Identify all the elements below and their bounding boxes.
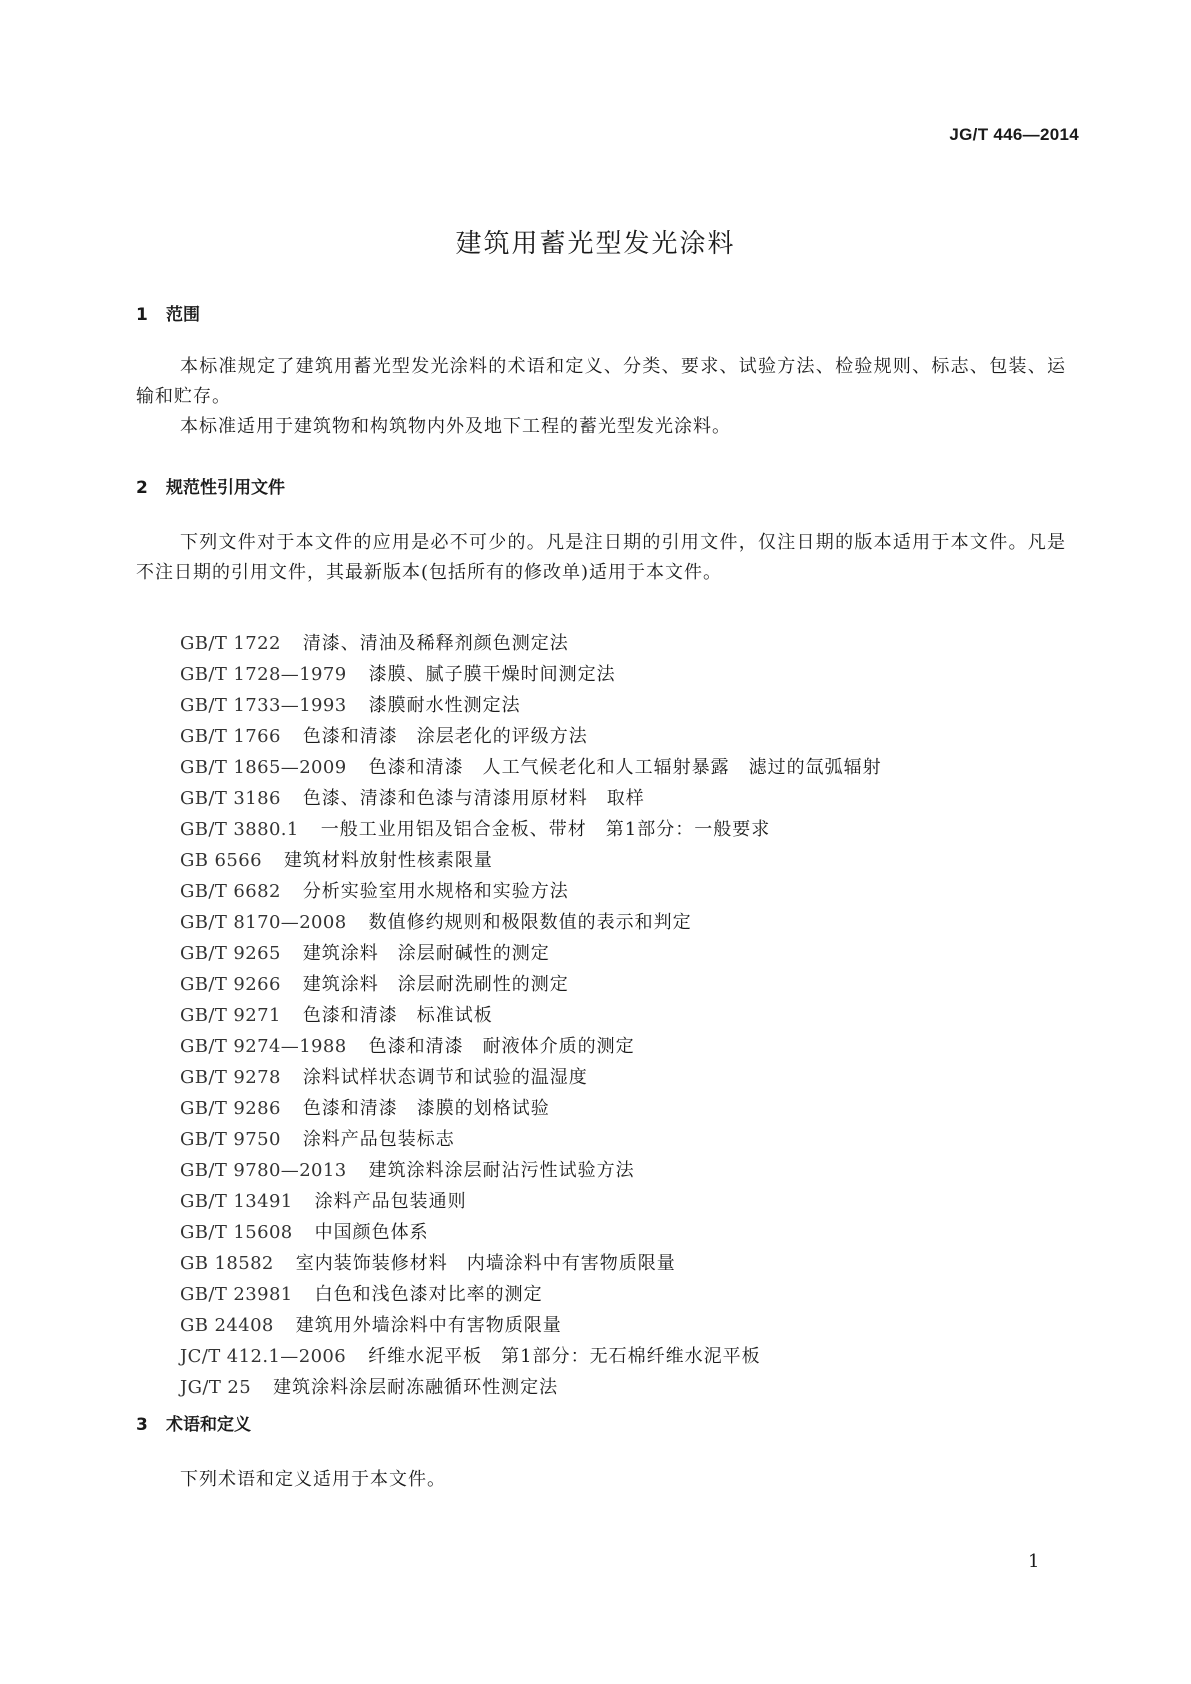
reference-item [180, 1000, 882, 1031]
reference-item [180, 969, 882, 1000]
standard-code: JG/T 446—2014 [949, 125, 1079, 144]
reference-code: GB/T 9274—1988 [180, 1036, 347, 1057]
reference-item [180, 1372, 882, 1403]
section-title: 术语和定义 [166, 1415, 251, 1435]
reference-name: 色漆和清漆 漆膜的划格试验 [302, 1098, 550, 1119]
reference-name: 数值修约规则和极限数值的表示和判定 [368, 912, 692, 933]
reference-code: GB/T 8170—2008 [180, 912, 347, 933]
reference-code: GB 24408 [180, 1315, 274, 1336]
reference-item [180, 1186, 882, 1217]
reference-code: JC/T 412.1—2006 [180, 1346, 347, 1367]
reference-item [180, 845, 882, 876]
reference-name: 色漆和清漆 涂层老化的评级方法 [302, 726, 588, 747]
reference-code: GB/T 1733—1993 [180, 695, 347, 716]
reference-item [180, 1124, 882, 1155]
reference-item [180, 1093, 882, 1124]
reference-item [180, 721, 882, 752]
scope-paragraph-2: 本标准适用于建筑物和构筑物内外及地下工程的蓄光型发光涂料。 [180, 416, 731, 437]
reference-code: GB/T 15608 [180, 1222, 293, 1243]
reference-code: GB/T 1766 [180, 726, 281, 747]
reference-name: 白色和浅色漆对比率的测定 [314, 1284, 543, 1305]
reference-name: 涂料产品包装通则 [314, 1191, 467, 1212]
reference-item [180, 1279, 882, 1310]
reference-code: GB/T 9265 [180, 943, 281, 964]
reference-item [180, 628, 882, 659]
section-number: 2 [136, 478, 148, 498]
reference-item [180, 814, 882, 845]
normative-references-list [180, 628, 882, 1403]
reference-name: 建筑涂料 涂层耐洗刷性的测定 [302, 974, 569, 995]
reference-item [180, 783, 882, 814]
section-title: 规范性引用文件 [166, 478, 285, 498]
reference-name: 建筑材料放射性核素限量 [283, 850, 493, 871]
reference-item [180, 1341, 882, 1372]
reference-item [180, 938, 882, 969]
reference-name: 中国颜色体系 [314, 1222, 429, 1243]
reference-name: 一般工业用铝及铝合金板、带材 第1部分：一般要求 [320, 819, 771, 840]
reference-code: GB/T 9780—2013 [180, 1160, 347, 1181]
reference-name: 室内装饰装修材料 内墙涂料中有害物质限量 [295, 1253, 676, 1274]
scope-paragraph-1: 本标准规定了建筑用蓄光型发光涂料的术语和定义、分类、要求、试验方法、检验规则、标志、包装、运输和贮存。 [136, 356, 1066, 407]
reference-code: GB/T 9266 [180, 974, 281, 995]
reference-item [180, 876, 882, 907]
reference-code: JG/T 25 [180, 1377, 252, 1398]
reference-name: 分析实验室用水规格和实验方法 [302, 881, 569, 902]
reference-name: 色漆和清漆 耐液体介质的测定 [368, 1036, 635, 1057]
reference-item [180, 1155, 882, 1186]
reference-name: 建筑涂料涂层耐沾污性试验方法 [368, 1160, 635, 1181]
terms-intro-paragraph: 下列术语和定义适用于本文件。 [180, 1469, 446, 1490]
reference-item [180, 690, 882, 721]
section-title: 范围 [166, 305, 200, 325]
reference-name: 色漆和清漆 人工气候老化和人工辐射暴露 滤过的氙弧辐射 [368, 757, 882, 778]
reference-code: GB/T 1728—1979 [180, 664, 347, 685]
references-intro-paragraph: 下列文件对于本文件的应用是必不可少的。凡是注日期的引用文件，仅注日期的版本适用于本文件。凡是不注日期的引用文件，其最新版本(包括所有的修改单)适用于本文件。 [136, 532, 1066, 583]
section-1-heading [136, 300, 200, 325]
section-number: 1 [136, 305, 148, 325]
reference-name: 建筑涂料涂层耐冻融循环性测定法 [273, 1377, 559, 1398]
section-number: 3 [136, 1415, 148, 1435]
reference-code: GB/T 6682 [180, 881, 281, 902]
reference-name: 纤维水泥平板 第1部分：无石棉纤维水泥平板 [368, 1346, 761, 1367]
reference-name: 涂料产品包装标志 [302, 1129, 455, 1150]
section-3-heading [136, 1410, 251, 1435]
reference-code: GB 18582 [180, 1253, 274, 1274]
reference-code: GB/T 3186 [180, 788, 281, 809]
reference-item [180, 1310, 882, 1341]
reference-name: 建筑用外墙涂料中有害物质限量 [295, 1315, 562, 1336]
reference-item [180, 1248, 882, 1279]
reference-name: 漆膜、腻子膜干燥时间测定法 [368, 664, 616, 685]
reference-name: 建筑涂料 涂层耐碱性的测定 [302, 943, 550, 964]
reference-code: GB/T 9271 [180, 1005, 281, 1026]
reference-code: GB/T 3880.1 [180, 819, 299, 840]
reference-name: 色漆和清漆 标准试板 [302, 1005, 493, 1026]
section-2-heading [136, 473, 285, 498]
document-title: 建筑用蓄光型发光涂料 [455, 229, 736, 259]
reference-item [180, 907, 882, 938]
reference-item [180, 1062, 882, 1093]
reference-code: GB/T 13491 [180, 1191, 293, 1212]
page-number: 1 [1028, 1551, 1040, 1572]
reference-code: GB/T 1722 [180, 633, 281, 654]
reference-code: GB/T 9278 [180, 1067, 281, 1088]
reference-name: 色漆、清漆和色漆与清漆用原材料 取样 [302, 788, 645, 809]
reference-item [180, 659, 882, 690]
reference-code: GB/T 1865—2009 [180, 757, 347, 778]
reference-name: 清漆、清油及稀释剂颜色测定法 [302, 633, 569, 654]
reference-code: GB 6566 [180, 850, 262, 871]
reference-item [180, 752, 882, 783]
reference-code: GB/T 9750 [180, 1129, 281, 1150]
reference-name: 漆膜耐水性测定法 [368, 695, 521, 716]
reference-code: GB/T 9286 [180, 1098, 281, 1119]
reference-item [180, 1031, 882, 1062]
reference-code: GB/T 23981 [180, 1284, 293, 1305]
reference-name: 涂料试样状态调节和试验的温湿度 [302, 1067, 588, 1088]
reference-item [180, 1217, 882, 1248]
